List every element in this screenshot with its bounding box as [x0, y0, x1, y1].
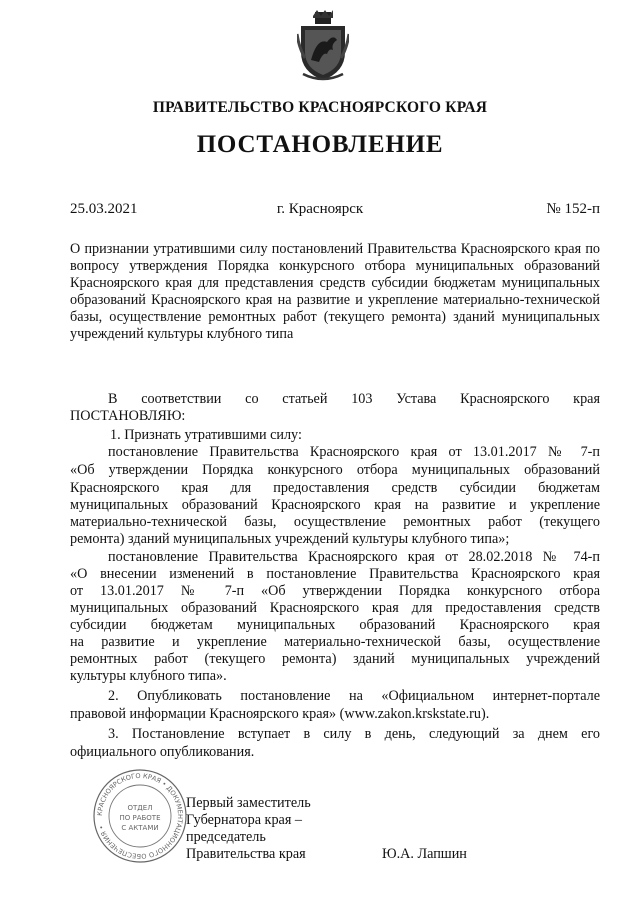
stamp-center-line: ОТДЕЛ [127, 804, 153, 812]
item-1a-line: муниципальных образований Красноярского края на развитие и укрепление [70, 497, 600, 513]
coat-of-arms-emblem [297, 8, 349, 84]
document-subject: О признании утратившими силу постановлений Правительства Красноярского края по вопросу утверждения Порядка конкурсного отбора муниципальных образований Красноярского края для представления средств субсидии бюджетам муниципальных образований Красноярского края на развитие и укрепление материально-технической базы, осуществление ремонтных работ (текущего ремонта) зданий муниципальных учреждений культуры клубного типа [70, 241, 600, 342]
organization-title: ПРАВИТЕЛЬСТВО КРАСНОЯРСКОГО КРАЯ [152, 99, 488, 116]
preamble-line: В соответствии со статьей 103 Устава Красноярского края [108, 391, 600, 407]
item-1b-line: от 13.01.2017 № 7-п «Об утверждении Порядка конкурсного отбора [70, 583, 600, 599]
item-1b-line: на развитие и укрепление материально-технической базы, осуществление [70, 634, 600, 650]
signatory-title-line: Первый заместитель [186, 795, 311, 811]
document-city: г. Красноярск [276, 201, 364, 217]
item-2-line: 2. Опубликовать постановление на «Официальном интернет-портале [108, 688, 600, 704]
item-1b-line: культуры клубного типа». [70, 668, 227, 684]
item-1-title: 1. Признать утратившими силу: [110, 427, 302, 443]
item-1b-line: субсидии бюджетам муниципальных образований Красноярского края [70, 617, 600, 633]
signatory-title-line: Правительства края [186, 846, 306, 862]
item-1b-line: ремонтных работ (текущего ремонта) зданий муниципальных учреждений [70, 651, 600, 667]
item-3-line: официального опубликования. [70, 744, 255, 760]
document-type-title: ПОСТАНОВЛЕНИЕ [196, 131, 444, 158]
stamp-center-line: ПО РАБОТЕ [119, 814, 161, 822]
signatory-name: Ю.А. Лапшин [382, 846, 467, 862]
signatory-title-line: Губернатора края – [186, 812, 303, 828]
stamp-ring-text: КРАСНОЯРСКОГО КРАЯ • ДОКУМЕНТАЦИОННОГО ОБЕСПЕЧЕНИЯ • [95, 771, 185, 861]
item-1a-line: ремонта) зданий муниципальных учреждений культуры клубного типа»; [70, 531, 510, 547]
item-2-line: правовой информации Красноярского края» (www.zakon.krskstate.ru). [70, 706, 490, 722]
document-number: № 152-п [546, 201, 600, 217]
signatory-title-line: председатель [186, 829, 266, 845]
document-date: 25.03.2021 [70, 201, 138, 217]
item-1a-line: Красноярского края для предоставления средств субсидии бюджетам [70, 480, 600, 496]
item-1a-line: «Об утверждении Порядка конкурсного отбора муниципальных образований [70, 462, 600, 478]
stamp-center-line: С АКТАМИ [121, 824, 159, 832]
item-1b-line: муниципальных образований Красноярского края для предоставления средств [70, 600, 600, 616]
item-3-line: 3. Постановление вступает в силу в день, следующий за днем его [108, 726, 600, 742]
item-1a-line: постановление Правительства Красноярского края от 13.01.2017 № 7-п [108, 444, 600, 460]
item-1b-line: постановление Правительства Красноярского края от 28.02.2018 № 74-п [108, 549, 600, 565]
item-1a-line: материально-технической базы, осуществление ремонтных работ (текущего [70, 514, 600, 530]
preamble-decree: ПОСТАНОВЛЯЮ: [70, 408, 186, 424]
item-1b-line: «О внесении изменений в постановление Правительства Красноярского края [70, 566, 600, 582]
office-stamp [92, 768, 188, 864]
